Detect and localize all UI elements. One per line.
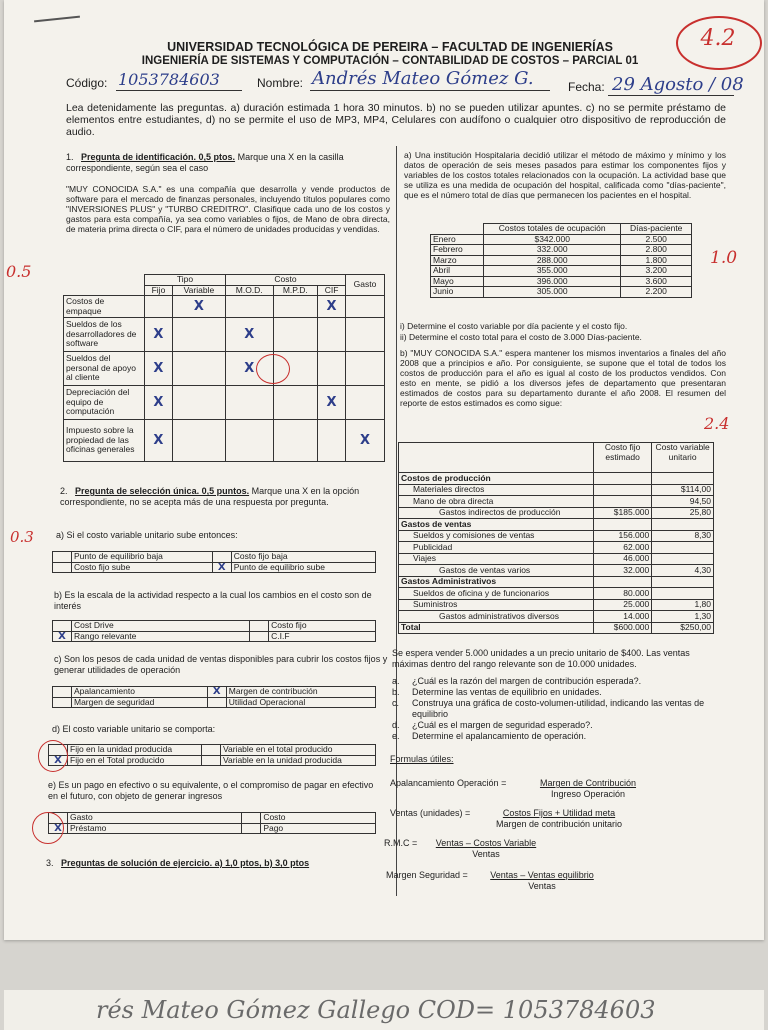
score-b: 2.4 <box>704 414 730 433</box>
nombre-underline <box>310 90 550 91</box>
cell-checkbox[interactable] <box>172 352 225 386</box>
question-letter: b. <box>392 687 400 697</box>
col-cif: CIF <box>318 285 346 296</box>
question-text: Determine las ventas de equilibrio en unidades. <box>412 687 602 697</box>
cell-checkbox[interactable]: X <box>318 386 346 420</box>
correction-circle <box>32 812 64 844</box>
cost-variable: $114,00 <box>652 484 714 496</box>
question-text: ¿Cuál es la razón del margen de contribución esperada?. <box>412 676 642 686</box>
cost-fixed: 25.000 <box>594 599 652 611</box>
cost-row <box>399 507 714 519</box>
q2a-stem: a) Si el costo variable unitario sube entonces: <box>56 530 238 540</box>
cell-checkbox[interactable]: X <box>346 420 385 462</box>
row-label: Costos de empaque <box>64 296 145 318</box>
col-costo-variable: Costo variable unitario <box>652 443 714 473</box>
question-text: Construya una gráfica de costo-volumen-utilidad, indicando las ventas de equilibrio <box>412 698 705 719</box>
cost-label: Gastos de ventas <box>399 519 594 531</box>
q1-classification-table <box>63 274 385 462</box>
question-letter: e. <box>392 731 400 741</box>
answer-mark[interactable]: X <box>212 562 231 573</box>
cost-label: Gastos administrativos diversos <box>399 611 594 623</box>
group-costo: Costo <box>225 275 345 286</box>
option[interactable]: Costo fijo baja <box>231 552 375 563</box>
option[interactable]: Fijo en la unidad producida <box>68 745 202 756</box>
option[interactable]: Gasto <box>68 813 242 824</box>
cell-checkbox[interactable] <box>273 296 318 318</box>
q1-number: 1. <box>66 152 74 162</box>
cost-variable <box>652 542 714 554</box>
cell-checkbox[interactable] <box>145 296 173 318</box>
q2-number: 2. <box>60 486 68 496</box>
formula-margen-seguridad <box>386 870 726 891</box>
days-cell: 2.800 <box>621 245 692 256</box>
row-label: Sueldos del personal de apoyo al cliente <box>64 352 145 386</box>
cost-row <box>399 622 714 634</box>
cost-cell: $342.000 <box>484 234 621 245</box>
formula-lhs: Ventas (unidades) = <box>390 808 471 818</box>
formula-lhs: R.M.C = <box>384 838 418 848</box>
cost-label: Gastos indirectos de producción <box>399 507 594 519</box>
fecha-underline <box>608 95 734 96</box>
a-question-2: ii) Determine el costo total para el costo de 3.000 Días-paciente. <box>400 332 642 342</box>
formula-denominator: Ventas <box>472 849 500 859</box>
instructions: Lea detenidamente las preguntas. a) duración estimada 1 hora 30 minutos. b) no se pueden utilizar apuntes. c) no se permite préstamo de elementos entre estudiantes, d) no se permite el uso de MP3, MP4, Celulares con audífono o cualquier otro dispositivo de reproducción de audio. <box>66 102 726 138</box>
q1-text: "MUY CONOCIDA S.A." es una compañía que desarrolla y vende productos de software para el mercado de finanzas personales, incluyendo títulos populares como "INVERSIONES PLUS" y "TURBO CREDITRO". Clasifique cada uno de los costos y gastos para esta compañía, ya sea como variables o fijos, de Mano de obra directa, de materia prima directa o CIF, para el número de unidades producidas y vendidas. <box>66 184 390 234</box>
cost-row <box>399 484 714 496</box>
cost-fixed <box>594 576 652 588</box>
col-mod: M.O.D. <box>225 285 273 296</box>
option[interactable]: Margen de contribución <box>226 687 375 698</box>
q2-heading <box>60 486 390 508</box>
cost-row <box>399 542 714 554</box>
row-label: Impuesto sobre la propiedad de las oficinas generales <box>64 420 145 462</box>
q1-score: 0.5 <box>6 262 32 281</box>
cost-variable <box>652 473 714 485</box>
cell-checkbox[interactable] <box>225 420 273 462</box>
cost-row <box>399 576 714 588</box>
q1-heading <box>66 152 390 174</box>
days-cell: 2.500 <box>621 234 692 245</box>
cost-row <box>399 553 714 565</box>
cell-checkbox[interactable] <box>346 318 385 352</box>
a-question-1: i) Determine el costo variable por día paciente y el costo fijo. <box>400 321 628 331</box>
cell-checkbox[interactable]: X <box>172 296 225 318</box>
row-label: Depreciación del equipo de computación <box>64 386 145 420</box>
q3-heading <box>46 858 386 869</box>
option[interactable]: Variable en el total producido <box>220 745 375 756</box>
option[interactable]: Costo <box>261 813 376 824</box>
cell-checkbox[interactable] <box>225 296 273 318</box>
q2d-stem: d) El costo variable unitario se comporta: <box>52 724 216 734</box>
option[interactable]: Rango relevante <box>72 631 250 642</box>
question-letter: d. <box>392 720 400 730</box>
col-mpd: M.P.D. <box>273 285 318 296</box>
fecha-label: Fecha: <box>568 80 605 94</box>
university-title: UNIVERSIDAD TECNOLÓGICA DE PEREIRA – FACULTAD DE INGENIERÍAS <box>167 40 613 54</box>
group-tipo: Tipo <box>145 275 226 286</box>
cell-checkbox[interactable]: X <box>145 318 173 352</box>
formula-denominator: Ventas <box>528 881 556 891</box>
cost-label: Suministros <box>399 599 594 611</box>
cost-row <box>399 588 714 600</box>
option[interactable]: Cost Drive <box>72 621 250 632</box>
answer-mark[interactable]: X <box>49 755 68 766</box>
cell-checkbox[interactable] <box>273 318 318 352</box>
cell-checkbox[interactable] <box>225 386 273 420</box>
formula-numerator: Ventas – Costos Variable <box>435 838 537 848</box>
cost-fixed <box>594 519 652 531</box>
month: Enero <box>431 234 484 245</box>
cost-variable <box>652 576 714 588</box>
cell-checkbox[interactable] <box>346 386 385 420</box>
correction-circle <box>38 740 68 772</box>
cell-checkbox[interactable] <box>318 318 346 352</box>
cost-label: Viajes <box>399 553 594 565</box>
cost-fixed <box>594 496 652 508</box>
cost-label: Gastos de ventas varios <box>399 565 594 577</box>
cost-row <box>399 519 714 531</box>
cost-variable: $250,00 <box>652 622 714 634</box>
month: Mayo <box>431 276 484 287</box>
question-list <box>392 676 732 742</box>
cell-checkbox[interactable] <box>172 386 225 420</box>
q2a-options <box>52 551 376 573</box>
option[interactable]: Margen de seguridad <box>72 697 208 708</box>
q2b-options <box>52 620 376 642</box>
question-text: ¿Cuál es el margen de seguridad esperado?. <box>412 720 593 730</box>
cost-variable: 25,80 <box>652 507 714 519</box>
col-gasto: Gasto <box>346 275 385 296</box>
q1-title: Pregunta de identificación. 0,5 ptos. <box>81 152 236 162</box>
formula-numerator: Costos Fijos + Utilidad meta <box>502 808 616 818</box>
score-a: 1.0 <box>710 248 738 268</box>
row-label: Sueldos de los desarrolladores de software <box>64 318 145 352</box>
program-title: INGENIERÍA DE SISTEMAS Y COMPUTACIÓN – CONTABILIDAD DE COSTOS – PARCIAL 01 <box>141 55 639 67</box>
cost-variable <box>652 519 714 531</box>
q1-table-wrap <box>63 274 385 462</box>
cost-label: Publicidad <box>399 542 594 554</box>
cost-variable: 4,30 <box>652 565 714 577</box>
formula-denominator: Ingreso Operación <box>550 789 626 799</box>
company-text: b) "MUY CONOCIDA S.A." espera mantener los mismos inventarios a finales del año 2008 que a principios e año. Por consiguiente, se supone que el total de todos los costos de producción para el año es igual al costo de los productos vendidos. Con esto en mente, se pidió a los diversos jefes de departamento que presentaran estimados de costos para su departamento durante el año 2008. El resumen del reporte de estos estimados es como sigue: <box>400 348 726 408</box>
codigo-underline <box>116 90 242 91</box>
month: Marzo <box>431 255 484 266</box>
formulas-title: Formulas útiles: <box>390 754 454 764</box>
correction-circle <box>256 354 290 384</box>
option[interactable]: Pago <box>261 823 376 834</box>
q2c-stem: c) Son los pesos de cada unidad de ventas disponibles para cubrir los costos fijos y generar utilidades de operación <box>54 654 388 675</box>
q2-title: Pregunta de selección única. 0,5 puntos. <box>75 486 250 496</box>
cell-checkbox[interactable] <box>346 296 385 318</box>
cost-fixed <box>594 484 652 496</box>
cost-label: Sueldos de oficina y de funcionarios <box>399 588 594 600</box>
col-dias-paciente: Días-paciente <box>621 224 692 235</box>
days-cell: 3.600 <box>621 276 692 287</box>
days-cell: 2.200 <box>621 287 692 298</box>
col-costo-fijo: Costo fijo estimado <box>594 443 652 473</box>
option[interactable]: Apalancamiento <box>72 687 208 698</box>
cell-checkbox[interactable] <box>172 420 225 462</box>
hospital-table <box>430 223 692 298</box>
question-letter: a. <box>392 676 400 686</box>
cost-label: Total <box>399 622 594 634</box>
q2e-options <box>48 812 376 834</box>
cost-fixed: 62.000 <box>594 542 652 554</box>
q3-number: 3. <box>46 858 54 868</box>
formula-rmc <box>384 838 724 859</box>
nombre-label: Nombre: <box>257 76 304 90</box>
col-fijo: Fijo <box>145 285 173 296</box>
q2c-options <box>52 686 376 708</box>
month: Junio <box>431 287 484 298</box>
cost-label: Gastos Administrativos <box>399 576 594 588</box>
cost-label: Sueldos y comisiones de ventas <box>399 530 594 542</box>
q2e-stem: e) Es un pago en efectivo o su equivalente, o el compromiso de pagar en efectivo en el futuro, con objeto de generar ingresos <box>48 780 374 801</box>
option[interactable]: Punto de equilibrio baja <box>72 552 213 563</box>
cell-checkbox[interactable] <box>318 420 346 462</box>
formula-denominator: Margen de contribución unitario <box>495 819 623 829</box>
formula-numerator: Ventas – Ventas equilibrio <box>490 870 594 880</box>
cost-cell: 305.000 <box>484 287 621 298</box>
month: Febrero <box>431 245 484 256</box>
cost-fixed: 32.000 <box>594 565 652 577</box>
cost-row <box>399 599 714 611</box>
cell-checkbox[interactable]: X <box>145 352 173 386</box>
hospital-text: a) Una institución Hospitalaria decidió utilizar el método de máximo y mínimo y los datos de operación de seis meses pasados para estimar los componentes fijos y variables de los costos totales relacionados con la ocupación. La actividad base que se utiliza es una medida de ocupación del hospital, calificada como "días-paciente", que es el número total de días que permanecen los pacientes en el hospital. <box>404 150 726 200</box>
cost-cell: 288.000 <box>484 255 621 266</box>
cost-cell: 332.000 <box>484 245 621 256</box>
option[interactable]: Punto de equilibrio sube <box>231 562 375 573</box>
col-costos-ocupacion: Costos totales de ocupación <box>484 224 621 235</box>
days-cell: 3.200 <box>621 266 692 277</box>
option[interactable]: Utilidad Operacional <box>226 697 375 708</box>
q2b-stem: b) Es la escala de la actividad respecto a la cual los cambios en el costo son de interés <box>54 590 372 611</box>
option[interactable]: Préstamo <box>68 823 242 834</box>
nombre-value: Andrés Mateo Gómez G. <box>312 68 534 89</box>
cell-checkbox[interactable]: X <box>318 296 346 318</box>
days-cell: 1.800 <box>621 255 692 266</box>
cell-checkbox[interactable] <box>273 420 318 462</box>
formula-numerator: Margen de Contribución <box>539 778 637 788</box>
codigo-value: 1053784603 <box>118 70 220 89</box>
cost-row <box>399 565 714 577</box>
cell-checkbox[interactable]: X <box>145 386 173 420</box>
col-variable: Variable <box>172 285 225 296</box>
cost-row <box>399 611 714 623</box>
cost-fixed: 80.000 <box>594 588 652 600</box>
cost-label: Mano de obra directa <box>399 496 594 508</box>
cost-label: Costos de producción <box>399 473 594 485</box>
codigo-label: Código: <box>66 76 108 90</box>
cost-variable: 1,80 <box>652 599 714 611</box>
cost-fixed <box>594 473 652 485</box>
cost-variable <box>652 553 714 565</box>
cell-checkbox[interactable] <box>346 352 385 386</box>
cell-checkbox[interactable]: X <box>225 352 273 386</box>
cell-checkbox[interactable] <box>273 386 318 420</box>
cost-variable: 94,50 <box>652 496 714 508</box>
cost-variable <box>652 588 714 600</box>
question-letter: c. <box>392 698 400 708</box>
option[interactable]: C.I.F <box>269 631 376 642</box>
formula-lhs: Margen Seguridad = <box>386 870 468 880</box>
option[interactable]: Costo fijo <box>269 621 376 632</box>
cost-cell: 355.000 <box>484 266 621 277</box>
question-text: Determine el apalancamiento de operación. <box>412 731 587 741</box>
q3-title: Preguntas de solución de ejercicio. a) 1,0 ptos, b) 3,0 ptos <box>61 858 310 868</box>
cost-fixed: $600.000 <box>594 622 652 634</box>
answer-mark[interactable]: X <box>207 687 226 698</box>
cost-variable: 1,30 <box>652 611 714 623</box>
answer-mark[interactable]: X <box>49 823 68 834</box>
footer-handwriting: rés Mateo Gómez Gallego COD= 1053784603 <box>96 996 656 1024</box>
cost-fixed: 46.000 <box>594 553 652 565</box>
cost-fixed: 14.000 <box>594 611 652 623</box>
cost-row <box>399 473 714 485</box>
q2-prompt: Marque una X en la opción correspondiente, no se acepta más de una respuesta por pregunta. <box>60 486 360 507</box>
grade-value: 4.2 <box>700 26 736 51</box>
month: Abril <box>431 266 484 277</box>
cost-estimates-table <box>398 442 714 634</box>
cost-fixed: $185.000 <box>594 507 652 519</box>
cost-label: Materiales directos <box>399 484 594 496</box>
cost-row <box>399 496 714 508</box>
q2-score: 0.3 <box>10 528 34 546</box>
cost-row <box>399 530 714 542</box>
option[interactable]: Costo fijo sube <box>72 562 213 573</box>
cost-fixed: 156.000 <box>594 530 652 542</box>
answer-mark[interactable]: X <box>53 631 72 642</box>
formula-lhs: Apalancamiento Operación = <box>390 778 507 788</box>
cell-checkbox[interactable]: X <box>225 318 273 352</box>
cell-checkbox[interactable] <box>318 352 346 386</box>
cell-checkbox[interactable] <box>172 318 225 352</box>
cost-variable: 8,30 <box>652 530 714 542</box>
fecha-value: 29 Agosto / 08 <box>612 74 744 95</box>
option[interactable]: Variable en la unidad producida <box>220 755 375 766</box>
sales-text: Se espera vender 5.000 unidades a un precio unitario de $400. Las ventas máximas dentro del rango relevante son de 10.000 unidades. <box>392 648 690 669</box>
option[interactable]: Fijo en el Total producido <box>68 755 202 766</box>
q1-prompt: Marque una X en la casilla correspondiente, según sea el caso <box>66 152 344 173</box>
formula-ventas <box>390 808 730 829</box>
formula-apalancamiento <box>390 778 730 799</box>
q2d-options <box>48 744 376 766</box>
cell-checkbox[interactable]: X <box>145 420 173 462</box>
cost-cell: 396.000 <box>484 276 621 287</box>
